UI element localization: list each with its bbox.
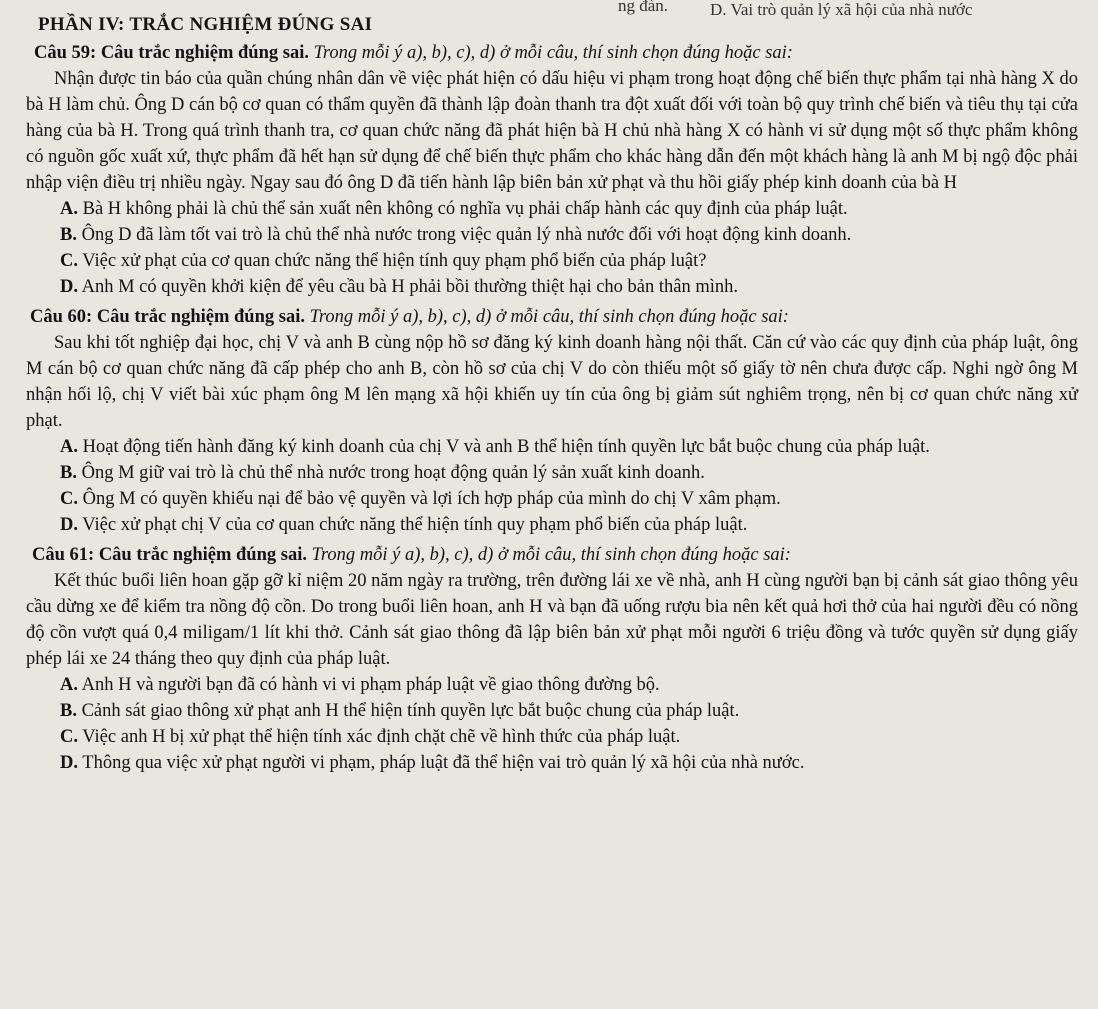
option-text: Việc anh H bị xử phạt thể hiện tính xác định chặt chẽ về hình thức của pháp luật. bbox=[82, 727, 681, 747]
option-text: Thông qua việc xử phạt người vi phạm, pháp luật đã thể hiện vai trò quản lý xã hội của nhà nước. bbox=[82, 753, 805, 773]
option-letter: D. bbox=[60, 753, 78, 773]
question-60 bbox=[26, 304, 1078, 538]
question-heading bbox=[30, 304, 1078, 330]
option-letter: C. bbox=[60, 727, 78, 747]
option-text: Anh M có quyền khởi kiện để yêu cầu bà H phải bồi thường thiệt hại cho bản thân mình. bbox=[81, 277, 739, 297]
question-heading bbox=[34, 40, 1078, 66]
option-letter: A. bbox=[60, 199, 78, 219]
option-text: Ông M có quyền khiếu nại để bảo vệ quyền và lợi ích hợp pháp của mình do chị V xâm phạm. bbox=[82, 489, 781, 509]
option-letter: B. bbox=[60, 463, 77, 483]
question-label: Câu 59: bbox=[34, 43, 97, 63]
question-heading bbox=[32, 542, 1078, 568]
section-title: PHẦN IV: TRẮC NGHIỆM ĐÚNG SAI bbox=[38, 14, 373, 35]
option-b[interactable] bbox=[26, 698, 1078, 724]
questions-container bbox=[26, 40, 1078, 776]
question-title: Câu trắc nghiệm đúng sai. bbox=[96, 307, 305, 327]
question-label: Câu 61: bbox=[32, 545, 95, 565]
option-text: Bà H không phải là chủ thể sản xuất nên không có nghĩa vụ phải chấp hành các quy định của pháp luật. bbox=[82, 199, 848, 219]
option-text: Hoạt động tiến hành đăng ký kinh doanh của chị V và anh B thể hiện tính quyền lực bắt buộc chung của pháp luật. bbox=[82, 437, 930, 457]
question-instruction: Trong mỗi ý a), b), c), d) ở mỗi câu, thí sinh chọn đúng hoặc sai: bbox=[311, 545, 791, 565]
option-letter: A. bbox=[60, 675, 78, 695]
option-d[interactable] bbox=[26, 274, 1078, 300]
previous-option-d: D. Vai trò quản lý xã hội của nhà nước bbox=[710, 0, 973, 19]
option-letter: D. bbox=[60, 515, 78, 535]
option-letter: B. bbox=[60, 225, 77, 245]
question-title: Câu trắc nghiệm đúng sai. bbox=[98, 545, 307, 565]
question-instruction: Trong mỗi ý a), b), c), d) ở mỗi câu, thí sinh chọn đúng hoặc sai: bbox=[313, 43, 793, 63]
question-passage: Nhận được tin báo của quần chúng nhân dân về việc phát hiện có dấu hiệu vi phạm trong hoạt động chế biến thực phẩm tại nhà hàng X do bà H làm chủ. Ông D cán bộ cơ quan có thẩm quyền đã thành lập đoàn thanh tra đột xuất đối với toàn bộ quy trình chế biến và tiêu thụ tại cửa hàng của bà H. Trong quá trình thanh tra, cơ quan chức năng đã phát hiện bà H chủ nhà hàng X có hành vi sử dụng một số thực phẩm không có nguồn gốc xuất xứ, thực phẩm đã hết hạn sử dụng để chế biến thực phẩm cho khác hàng dẫn đến một khách hàng là anh M bị ngộ độc phải nhập viện điều trị nhiều ngày. Ngay sau đó ông D đã tiến hành lập biên bản xử phạt và thu hồi giấy phép kinh doanh của bà H bbox=[26, 69, 1078, 193]
question-passage: Kết thúc buổi liên hoan gặp gỡ kỉ niệm 20 năm ngày ra trường, trên đường lái xe về nhà, anh H cùng người bạn bị cảnh sát giao thông yêu cầu dừng xe để kiểm tra nồng độ cồn. Do trong buổi liên hoan, anh H và bạn đã uống rượu bia nên kết quả hơi thở của hai người đều có nồng độ cồn vượt quá 0,4 miligam/1 lít khi thở. Cảnh sát giao thông đã lập biên bản xử phạt mỗi người 6 triệu đồng và tước quyền sử dụng giấy phép lái xe 24 tháng theo quy định của pháp luật. bbox=[26, 571, 1078, 669]
question-59 bbox=[26, 40, 1078, 300]
question-passage: Sau khi tốt nghiệp đại học, chị V và anh B cùng nộp hồ sơ đăng ký kinh doanh hàng nội thất. Căn cứ vào các quy định của pháp luật, ông M cán bộ cơ quan chức năng đã cấp phép cho anh B, còn hồ sơ của chị V do còn thiếu một số giấy tờ nên chưa được cấp. Nghi ngờ ông M nhận hối lộ, chị V viết bài xúc phạm ông M lên mạng xã hội khiến uy tín của ông bị giảm sút nghiêm trọng, nên bị cơ quan chức năng xử phạt. bbox=[26, 333, 1078, 431]
option-text: Việc xử phạt của cơ quan chức năng thể hiện tính quy phạm phổ biến của pháp luật? bbox=[82, 251, 707, 271]
option-text: Việc xử phạt chị V của cơ quan chức năng thể hiện tính quy phạm phổ biến của pháp luật. bbox=[82, 515, 748, 535]
option-text: Ông D đã làm tốt vai trò là chủ thể nhà nước trong việc quản lý nhà nước đối với hoạt động kinh doanh. bbox=[81, 225, 852, 245]
option-d[interactable] bbox=[26, 512, 1078, 538]
option-letter: B. bbox=[60, 701, 77, 721]
question-instruction: Trong mỗi ý a), b), c), d) ở mỗi câu, thí sinh chọn đúng hoặc sai: bbox=[309, 307, 789, 327]
option-c[interactable] bbox=[26, 724, 1078, 750]
question-label: Câu 60: bbox=[30, 307, 93, 327]
option-a[interactable] bbox=[26, 196, 1078, 222]
option-letter: C. bbox=[60, 251, 78, 271]
question-61 bbox=[26, 542, 1078, 776]
option-text: Ông M giữ vai trò là chủ thể nhà nước trong hoạt động quản lý sản xuất kinh doanh. bbox=[81, 463, 705, 483]
option-d[interactable] bbox=[26, 750, 1078, 776]
option-a[interactable] bbox=[26, 434, 1078, 460]
option-letter: C. bbox=[60, 489, 78, 509]
option-b[interactable] bbox=[26, 460, 1078, 486]
option-c[interactable] bbox=[26, 486, 1078, 512]
question-title: Câu trắc nghiệm đúng sai. bbox=[100, 43, 309, 63]
option-text: Anh H và người bạn đã có hành vi vi phạm pháp luật về giao thông đường bộ. bbox=[81, 675, 660, 695]
previous-page-fragment: ng đàn. bbox=[618, 0, 669, 15]
option-c[interactable] bbox=[26, 248, 1078, 274]
option-letter: A. bbox=[60, 437, 78, 457]
option-a[interactable] bbox=[26, 672, 1078, 698]
option-b[interactable] bbox=[26, 222, 1078, 248]
option-letter: D. bbox=[60, 277, 78, 297]
option-text: Cảnh sát giao thông xử phạt anh H thể hiện tính quyền lực bắt buộc chung của pháp luật. bbox=[81, 701, 740, 721]
